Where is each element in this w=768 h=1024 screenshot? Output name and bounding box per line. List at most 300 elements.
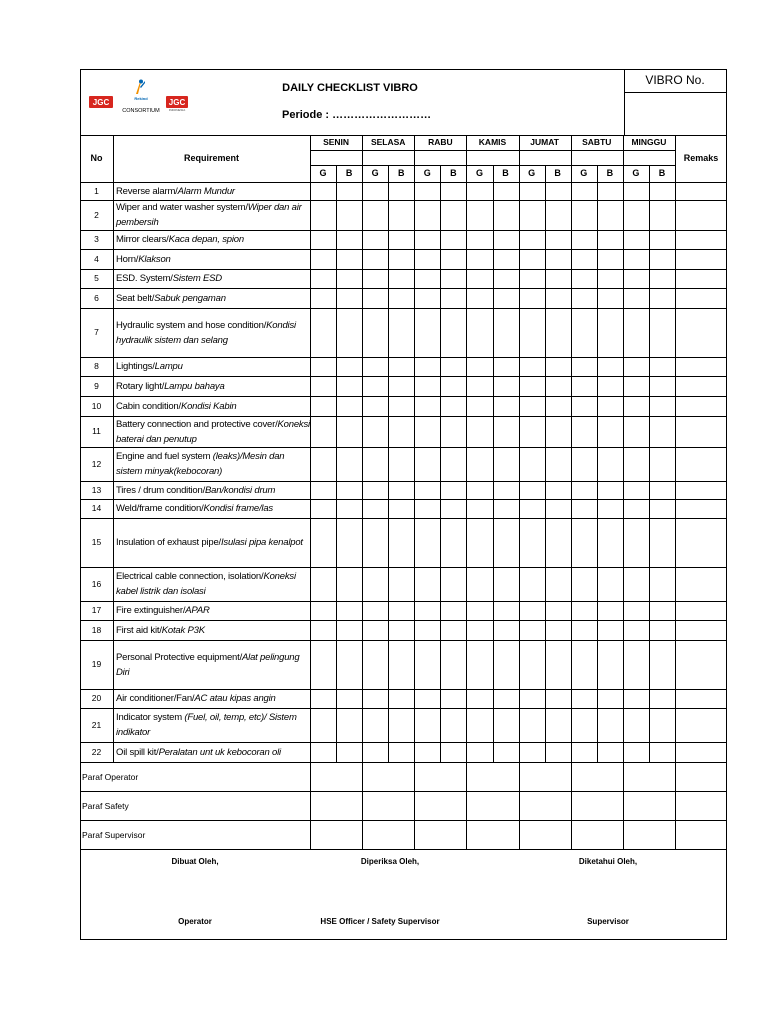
bad-check-cell[interactable] xyxy=(336,640,362,689)
bad-check-cell[interactable] xyxy=(336,708,362,742)
good-check-cell[interactable] xyxy=(414,182,440,200)
good-check-cell[interactable] xyxy=(362,447,388,481)
bad-check-cell[interactable] xyxy=(649,481,675,499)
paraf-signature-cell[interactable] xyxy=(466,820,518,849)
good-check-cell[interactable] xyxy=(466,742,492,762)
good-check-cell[interactable] xyxy=(466,308,492,357)
good-check-cell[interactable] xyxy=(623,357,649,376)
bad-check-cell[interactable] xyxy=(440,269,466,288)
good-check-cell[interactable] xyxy=(571,200,597,230)
good-check-cell[interactable] xyxy=(571,396,597,416)
bad-check-cell[interactable] xyxy=(388,601,414,620)
bad-check-cell[interactable] xyxy=(493,620,519,640)
good-check-cell[interactable] xyxy=(623,447,649,481)
bad-check-cell[interactable] xyxy=(597,640,623,689)
good-check-cell[interactable] xyxy=(571,601,597,620)
good-check-cell[interactable] xyxy=(519,447,545,481)
bad-check-cell[interactable] xyxy=(493,447,519,481)
bad-check-cell[interactable] xyxy=(388,357,414,376)
bad-check-cell[interactable] xyxy=(440,499,466,518)
bad-check-cell[interactable] xyxy=(493,200,519,230)
bad-check-cell[interactable] xyxy=(336,447,362,481)
good-check-cell[interactable] xyxy=(519,499,545,518)
bad-check-cell[interactable] xyxy=(388,567,414,601)
bad-check-cell[interactable] xyxy=(493,288,519,308)
vibro-no-field[interactable] xyxy=(626,95,724,133)
bad-check-cell[interactable] xyxy=(440,230,466,249)
bad-check-cell[interactable] xyxy=(649,601,675,620)
bad-check-cell[interactable] xyxy=(649,447,675,481)
good-check-cell[interactable] xyxy=(571,620,597,640)
good-check-cell[interactable] xyxy=(519,230,545,249)
good-check-cell[interactable] xyxy=(362,288,388,308)
bad-check-cell[interactable] xyxy=(649,308,675,357)
good-check-cell[interactable] xyxy=(362,481,388,499)
good-check-cell[interactable] xyxy=(310,416,336,447)
bad-check-cell[interactable] xyxy=(649,518,675,567)
remarks-cell[interactable] xyxy=(675,249,727,269)
bad-check-cell[interactable] xyxy=(545,689,571,708)
good-check-cell[interactable] xyxy=(362,230,388,249)
bad-check-cell[interactable] xyxy=(493,396,519,416)
paraf-signature-cell[interactable] xyxy=(571,762,623,791)
good-check-cell[interactable] xyxy=(466,499,492,518)
bad-check-cell[interactable] xyxy=(440,481,466,499)
bad-check-cell[interactable] xyxy=(545,288,571,308)
bad-check-cell[interactable] xyxy=(649,357,675,376)
paraf-signature-cell[interactable] xyxy=(414,820,466,849)
paraf-signature-cell[interactable] xyxy=(623,791,675,820)
bad-check-cell[interactable] xyxy=(440,182,466,200)
good-check-cell[interactable] xyxy=(310,230,336,249)
good-check-cell[interactable] xyxy=(362,689,388,708)
paraf-signature-cell[interactable] xyxy=(310,762,362,791)
remarks-cell[interactable] xyxy=(675,230,727,249)
paraf-signature-cell[interactable] xyxy=(519,820,571,849)
good-check-cell[interactable] xyxy=(310,249,336,269)
paraf-signature-cell[interactable] xyxy=(623,762,675,791)
bad-check-cell[interactable] xyxy=(336,518,362,567)
bad-check-cell[interactable] xyxy=(440,396,466,416)
good-check-cell[interactable] xyxy=(362,249,388,269)
bad-check-cell[interactable] xyxy=(388,396,414,416)
bad-check-cell[interactable] xyxy=(440,601,466,620)
bad-check-cell[interactable] xyxy=(493,269,519,288)
bad-check-cell[interactable] xyxy=(545,708,571,742)
bad-check-cell[interactable] xyxy=(336,200,362,230)
bad-check-cell[interactable] xyxy=(493,567,519,601)
bad-check-cell[interactable] xyxy=(545,230,571,249)
good-check-cell[interactable] xyxy=(623,689,649,708)
good-check-cell[interactable] xyxy=(310,269,336,288)
bad-check-cell[interactable] xyxy=(440,288,466,308)
bad-check-cell[interactable] xyxy=(336,182,362,200)
good-check-cell[interactable] xyxy=(310,518,336,567)
bad-check-cell[interactable] xyxy=(545,200,571,230)
bad-check-cell[interactable] xyxy=(336,601,362,620)
bad-check-cell[interactable] xyxy=(649,230,675,249)
good-check-cell[interactable] xyxy=(623,308,649,357)
good-check-cell[interactable] xyxy=(571,230,597,249)
good-check-cell[interactable] xyxy=(571,499,597,518)
paraf-signature-cell[interactable] xyxy=(519,762,571,791)
bad-check-cell[interactable] xyxy=(493,182,519,200)
good-check-cell[interactable] xyxy=(310,182,336,200)
paraf-signature-cell[interactable] xyxy=(466,791,518,820)
paraf-signature-cell[interactable] xyxy=(466,762,518,791)
good-check-cell[interactable] xyxy=(414,708,440,742)
paraf-signature-cell[interactable] xyxy=(519,791,571,820)
bad-check-cell[interactable] xyxy=(649,288,675,308)
bad-check-cell[interactable] xyxy=(597,499,623,518)
bad-check-cell[interactable] xyxy=(388,499,414,518)
good-check-cell[interactable] xyxy=(623,200,649,230)
good-check-cell[interactable] xyxy=(623,601,649,620)
good-check-cell[interactable] xyxy=(362,567,388,601)
good-check-cell[interactable] xyxy=(310,640,336,689)
bad-check-cell[interactable] xyxy=(545,182,571,200)
good-check-cell[interactable] xyxy=(362,640,388,689)
good-check-cell[interactable] xyxy=(571,269,597,288)
good-check-cell[interactable] xyxy=(466,447,492,481)
bad-check-cell[interactable] xyxy=(597,447,623,481)
bad-check-cell[interactable] xyxy=(388,269,414,288)
good-check-cell[interactable] xyxy=(623,416,649,447)
bad-check-cell[interactable] xyxy=(440,357,466,376)
good-check-cell[interactable] xyxy=(571,308,597,357)
good-check-cell[interactable] xyxy=(519,269,545,288)
bad-check-cell[interactable] xyxy=(649,200,675,230)
good-check-cell[interactable] xyxy=(466,357,492,376)
remarks-cell[interactable] xyxy=(675,308,727,357)
paraf-signature-cell[interactable] xyxy=(362,791,414,820)
good-check-cell[interactable] xyxy=(571,567,597,601)
bad-check-cell[interactable] xyxy=(493,689,519,708)
bad-check-cell[interactable] xyxy=(545,269,571,288)
good-check-cell[interactable] xyxy=(519,742,545,762)
bad-check-cell[interactable] xyxy=(388,708,414,742)
good-check-cell[interactable] xyxy=(362,620,388,640)
paraf-signature-cell[interactable] xyxy=(310,820,362,849)
good-check-cell[interactable] xyxy=(414,601,440,620)
good-check-cell[interactable] xyxy=(310,396,336,416)
bad-check-cell[interactable] xyxy=(440,249,466,269)
remarks-cell[interactable] xyxy=(675,288,727,308)
bad-check-cell[interactable] xyxy=(649,249,675,269)
bad-check-cell[interactable] xyxy=(388,200,414,230)
good-check-cell[interactable] xyxy=(466,396,492,416)
good-check-cell[interactable] xyxy=(466,182,492,200)
good-check-cell[interactable] xyxy=(623,230,649,249)
good-check-cell[interactable] xyxy=(519,567,545,601)
good-check-cell[interactable] xyxy=(310,742,336,762)
bad-check-cell[interactable] xyxy=(649,742,675,762)
remarks-cell[interactable] xyxy=(675,447,727,481)
bad-check-cell[interactable] xyxy=(649,499,675,518)
good-check-cell[interactable] xyxy=(519,288,545,308)
good-check-cell[interactable] xyxy=(414,269,440,288)
good-check-cell[interactable] xyxy=(414,742,440,762)
bad-check-cell[interactable] xyxy=(493,357,519,376)
paraf-signature-cell[interactable] xyxy=(414,762,466,791)
bad-check-cell[interactable] xyxy=(493,742,519,762)
good-check-cell[interactable] xyxy=(362,742,388,762)
bad-check-cell[interactable] xyxy=(493,230,519,249)
bad-check-cell[interactable] xyxy=(545,499,571,518)
bad-check-cell[interactable] xyxy=(545,601,571,620)
good-check-cell[interactable] xyxy=(310,308,336,357)
good-check-cell[interactable] xyxy=(519,376,545,396)
good-check-cell[interactable] xyxy=(519,708,545,742)
bad-check-cell[interactable] xyxy=(388,416,414,447)
good-check-cell[interactable] xyxy=(362,357,388,376)
good-check-cell[interactable] xyxy=(623,182,649,200)
good-check-cell[interactable] xyxy=(571,416,597,447)
bad-check-cell[interactable] xyxy=(440,742,466,762)
good-check-cell[interactable] xyxy=(362,269,388,288)
bad-check-cell[interactable] xyxy=(388,376,414,396)
paraf-signature-cell[interactable] xyxy=(414,791,466,820)
bad-check-cell[interactable] xyxy=(388,182,414,200)
bad-check-cell[interactable] xyxy=(545,620,571,640)
good-check-cell[interactable] xyxy=(414,308,440,357)
bad-check-cell[interactable] xyxy=(597,567,623,601)
good-check-cell[interactable] xyxy=(414,499,440,518)
remarks-cell[interactable] xyxy=(675,200,727,230)
good-check-cell[interactable] xyxy=(571,249,597,269)
bad-check-cell[interactable] xyxy=(649,182,675,200)
good-check-cell[interactable] xyxy=(519,308,545,357)
bad-check-cell[interactable] xyxy=(388,640,414,689)
remarks-cell[interactable] xyxy=(675,357,727,376)
remarks-cell[interactable] xyxy=(675,742,727,762)
bad-check-cell[interactable] xyxy=(597,689,623,708)
bad-check-cell[interactable] xyxy=(545,308,571,357)
good-check-cell[interactable] xyxy=(571,742,597,762)
good-check-cell[interactable] xyxy=(466,269,492,288)
bad-check-cell[interactable] xyxy=(440,447,466,481)
good-check-cell[interactable] xyxy=(519,200,545,230)
good-check-cell[interactable] xyxy=(519,481,545,499)
good-check-cell[interactable] xyxy=(466,230,492,249)
bad-check-cell[interactable] xyxy=(388,288,414,308)
bad-check-cell[interactable] xyxy=(440,689,466,708)
bad-check-cell[interactable] xyxy=(336,308,362,357)
bad-check-cell[interactable] xyxy=(336,269,362,288)
bad-check-cell[interactable] xyxy=(649,567,675,601)
good-check-cell[interactable] xyxy=(362,416,388,447)
remarks-cell[interactable] xyxy=(675,567,727,601)
bad-check-cell[interactable] xyxy=(440,640,466,689)
good-check-cell[interactable] xyxy=(310,601,336,620)
bad-check-cell[interactable] xyxy=(597,249,623,269)
bad-check-cell[interactable] xyxy=(649,640,675,689)
good-check-cell[interactable] xyxy=(571,376,597,396)
good-check-cell[interactable] xyxy=(519,601,545,620)
good-check-cell[interactable] xyxy=(623,708,649,742)
bad-check-cell[interactable] xyxy=(336,689,362,708)
good-check-cell[interactable] xyxy=(623,620,649,640)
good-check-cell[interactable] xyxy=(466,601,492,620)
bad-check-cell[interactable] xyxy=(388,481,414,499)
good-check-cell[interactable] xyxy=(571,708,597,742)
bad-check-cell[interactable] xyxy=(597,742,623,762)
good-check-cell[interactable] xyxy=(414,357,440,376)
bad-check-cell[interactable] xyxy=(440,376,466,396)
bad-check-cell[interactable] xyxy=(493,601,519,620)
good-check-cell[interactable] xyxy=(466,200,492,230)
good-check-cell[interactable] xyxy=(571,481,597,499)
good-check-cell[interactable] xyxy=(310,499,336,518)
bad-check-cell[interactable] xyxy=(493,376,519,396)
bad-check-cell[interactable] xyxy=(388,308,414,357)
bad-check-cell[interactable] xyxy=(649,708,675,742)
good-check-cell[interactable] xyxy=(414,640,440,689)
bad-check-cell[interactable] xyxy=(336,376,362,396)
good-check-cell[interactable] xyxy=(623,742,649,762)
remarks-cell[interactable] xyxy=(675,499,727,518)
good-check-cell[interactable] xyxy=(623,249,649,269)
good-check-cell[interactable] xyxy=(310,567,336,601)
good-check-cell[interactable] xyxy=(414,481,440,499)
good-check-cell[interactable] xyxy=(571,182,597,200)
bad-check-cell[interactable] xyxy=(545,416,571,447)
bad-check-cell[interactable] xyxy=(493,249,519,269)
bad-check-cell[interactable] xyxy=(440,200,466,230)
good-check-cell[interactable] xyxy=(362,396,388,416)
bad-check-cell[interactable] xyxy=(597,376,623,396)
good-check-cell[interactable] xyxy=(310,200,336,230)
bad-check-cell[interactable] xyxy=(336,249,362,269)
bad-check-cell[interactable] xyxy=(336,357,362,376)
bad-check-cell[interactable] xyxy=(545,567,571,601)
bad-check-cell[interactable] xyxy=(597,182,623,200)
good-check-cell[interactable] xyxy=(623,481,649,499)
good-check-cell[interactable] xyxy=(414,447,440,481)
bad-check-cell[interactable] xyxy=(545,640,571,689)
bad-check-cell[interactable] xyxy=(388,518,414,567)
good-check-cell[interactable] xyxy=(362,182,388,200)
good-check-cell[interactable] xyxy=(466,518,492,567)
good-check-cell[interactable] xyxy=(310,288,336,308)
good-check-cell[interactable] xyxy=(362,200,388,230)
bad-check-cell[interactable] xyxy=(597,269,623,288)
bad-check-cell[interactable] xyxy=(388,230,414,249)
bad-check-cell[interactable] xyxy=(597,601,623,620)
bad-check-cell[interactable] xyxy=(440,708,466,742)
bad-check-cell[interactable] xyxy=(440,620,466,640)
bad-check-cell[interactable] xyxy=(597,518,623,567)
good-check-cell[interactable] xyxy=(362,518,388,567)
bad-check-cell[interactable] xyxy=(336,396,362,416)
bad-check-cell[interactable] xyxy=(440,518,466,567)
bad-check-cell[interactable] xyxy=(545,518,571,567)
remarks-cell[interactable] xyxy=(675,689,727,708)
good-check-cell[interactable] xyxy=(414,200,440,230)
bad-check-cell[interactable] xyxy=(493,308,519,357)
good-check-cell[interactable] xyxy=(519,416,545,447)
good-check-cell[interactable] xyxy=(414,518,440,567)
bad-check-cell[interactable] xyxy=(493,416,519,447)
good-check-cell[interactable] xyxy=(466,376,492,396)
good-check-cell[interactable] xyxy=(466,288,492,308)
bad-check-cell[interactable] xyxy=(597,481,623,499)
bad-check-cell[interactable] xyxy=(597,230,623,249)
good-check-cell[interactable] xyxy=(519,518,545,567)
good-check-cell[interactable] xyxy=(362,376,388,396)
bad-check-cell[interactable] xyxy=(336,288,362,308)
bad-check-cell[interactable] xyxy=(388,447,414,481)
good-check-cell[interactable] xyxy=(310,357,336,376)
bad-check-cell[interactable] xyxy=(336,567,362,601)
remarks-cell[interactable] xyxy=(675,640,727,689)
good-check-cell[interactable] xyxy=(571,357,597,376)
good-check-cell[interactable] xyxy=(571,689,597,708)
good-check-cell[interactable] xyxy=(466,708,492,742)
paraf-signature-cell[interactable] xyxy=(362,820,414,849)
good-check-cell[interactable] xyxy=(519,249,545,269)
good-check-cell[interactable] xyxy=(466,689,492,708)
good-check-cell[interactable] xyxy=(310,481,336,499)
good-check-cell[interactable] xyxy=(519,396,545,416)
remarks-cell[interactable] xyxy=(675,481,727,499)
bad-check-cell[interactable] xyxy=(545,357,571,376)
bad-check-cell[interactable] xyxy=(597,620,623,640)
bad-check-cell[interactable] xyxy=(336,416,362,447)
good-check-cell[interactable] xyxy=(571,447,597,481)
bad-check-cell[interactable] xyxy=(336,742,362,762)
good-check-cell[interactable] xyxy=(571,518,597,567)
good-check-cell[interactable] xyxy=(623,518,649,567)
remarks-cell[interactable] xyxy=(675,601,727,620)
good-check-cell[interactable] xyxy=(623,499,649,518)
bad-check-cell[interactable] xyxy=(440,567,466,601)
bad-check-cell[interactable] xyxy=(336,620,362,640)
bad-check-cell[interactable] xyxy=(545,481,571,499)
remarks-cell[interactable] xyxy=(675,620,727,640)
good-check-cell[interactable] xyxy=(362,499,388,518)
good-check-cell[interactable] xyxy=(414,689,440,708)
bad-check-cell[interactable] xyxy=(545,396,571,416)
bad-check-cell[interactable] xyxy=(493,499,519,518)
good-check-cell[interactable] xyxy=(519,689,545,708)
good-check-cell[interactable] xyxy=(414,567,440,601)
bad-check-cell[interactable] xyxy=(545,376,571,396)
periode-field[interactable]: Periode : ……………………… xyxy=(282,109,432,121)
good-check-cell[interactable] xyxy=(466,249,492,269)
remarks-cell[interactable] xyxy=(675,708,727,742)
good-check-cell[interactable] xyxy=(466,481,492,499)
good-check-cell[interactable] xyxy=(623,288,649,308)
good-check-cell[interactable] xyxy=(414,230,440,249)
bad-check-cell[interactable] xyxy=(493,708,519,742)
remarks-cell[interactable] xyxy=(675,518,727,567)
paraf-signature-cell[interactable] xyxy=(310,791,362,820)
good-check-cell[interactable] xyxy=(310,447,336,481)
good-check-cell[interactable] xyxy=(414,376,440,396)
bad-check-cell[interactable] xyxy=(388,742,414,762)
good-check-cell[interactable] xyxy=(362,708,388,742)
bad-check-cell[interactable] xyxy=(649,416,675,447)
bad-check-cell[interactable] xyxy=(336,481,362,499)
good-check-cell[interactable] xyxy=(623,640,649,689)
bad-check-cell[interactable] xyxy=(545,742,571,762)
good-check-cell[interactable] xyxy=(519,640,545,689)
good-check-cell[interactable] xyxy=(466,620,492,640)
bad-check-cell[interactable] xyxy=(336,230,362,249)
bad-check-cell[interactable] xyxy=(597,288,623,308)
bad-check-cell[interactable] xyxy=(649,376,675,396)
